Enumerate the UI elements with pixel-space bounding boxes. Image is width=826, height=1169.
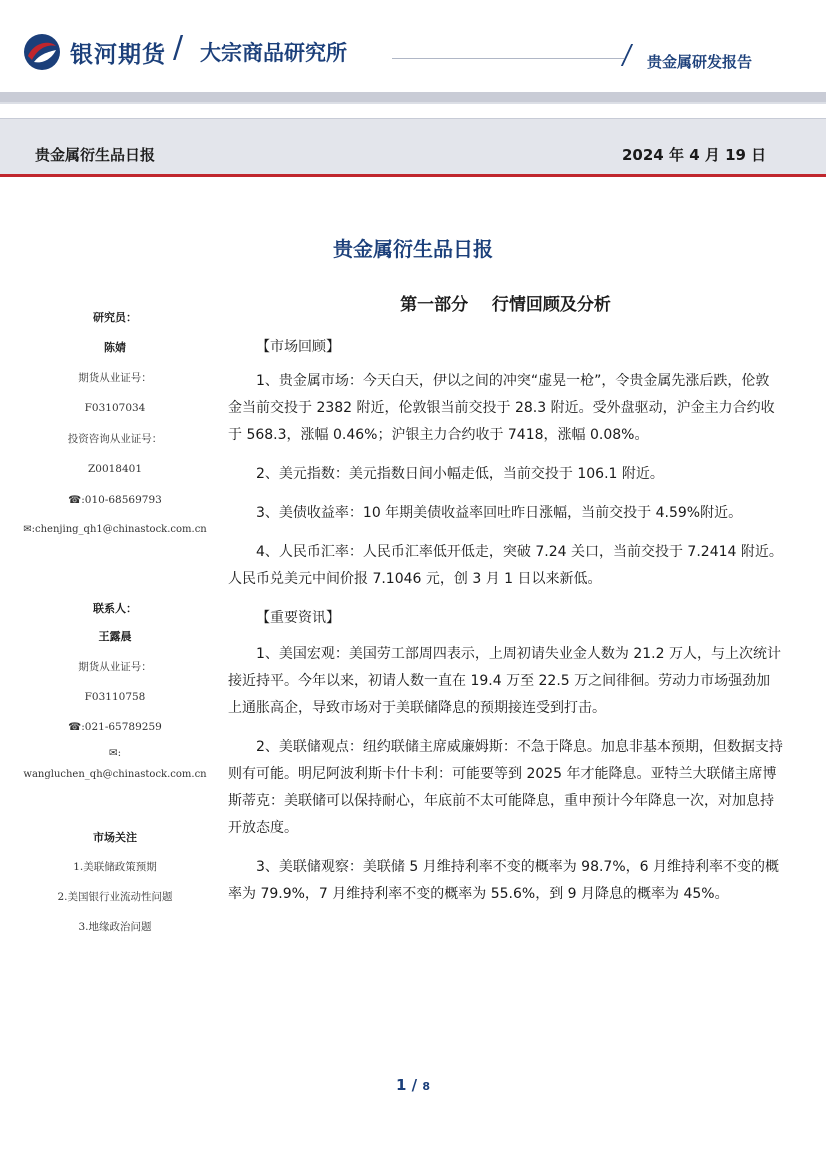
galaxy-logo-icon (22, 32, 62, 72)
advisory-cert-number: Z0018401 (87, 463, 143, 475)
researcher-heading: 研究员： (93, 311, 137, 324)
contact-heading: 联系人： (93, 602, 137, 615)
title-bar-report-name: 贵金属衍生品日报 (35, 146, 156, 164)
header-band (0, 92, 826, 104)
advisory-cert-label: 投资咨询从业证号： (67, 433, 163, 445)
market-focus-item: 2.美国银行业流动性问题 (57, 891, 173, 903)
contact-email-label: ✉: (108, 747, 122, 759)
contact-name: 王露晨 (98, 630, 132, 643)
title-bar-accent-line (0, 174, 826, 177)
page-current: 1 (395, 1076, 407, 1094)
contact-email[interactable]: wangluchen_qh@chinastock.com.cn (23, 769, 207, 780)
contact-phone: ☎:021-65789259 (68, 721, 162, 733)
researcher-email[interactable]: ✉:chenjing_qh1@chinastock.com.cn (23, 524, 207, 535)
market-review-paragraph: 3、美债收益率：10 年期美债收益率回吐昨日涨幅，当前交投于 4.59%附近。 (256, 505, 743, 521)
report-body (228, 292, 783, 908)
title-bar (0, 118, 826, 174)
header-divider-line (392, 58, 624, 59)
market-review-paragraph: 1、贵金属市场：今天白天，伊以之间的冲突“虚晃一枪”，令贵金属先涨后跌，伦敦金当前交投于 2382 附近，伦敦银当前交投于 28.3 附近。受外盘驱动，沪金主力合约收于 568.3，涨幅 0.46%；沪银主力合约收于 7418，涨幅 0.08%。 (228, 373, 775, 443)
news-paragraph: 3、美联储观察：美联储 5 月维持利率不变的概率为 98.7%，6 月维持利率不变的概率为 79.9%，7 月维持利率不变的概率为 55.6%，到 9 月降息的概率为 45%。 (228, 859, 779, 902)
futures-cert-number: F03107034 (84, 402, 146, 414)
report-header (0, 0, 826, 92)
header-divider-tick (611, 44, 633, 66)
page-title: 贵金属衍生品日报 (333, 237, 493, 261)
market-focus-item: 3.地缘政治问题 (78, 921, 152, 933)
logo-divider: / (173, 30, 184, 65)
market-focus-heading: 市场关注 (93, 831, 137, 844)
futures-cert-label: 期货从业证号： (78, 372, 152, 384)
report-type: 贵金属研发报告 (647, 53, 753, 71)
contact-cert-number: F03110758 (84, 691, 146, 703)
market-review-paragraph: 2、美元指数：美元指数日间小幅走低，当前交投于 106.1 附近。 (256, 466, 664, 482)
section-title: 第一部分 行情回顾及分析 (400, 295, 611, 315)
page-separator: / (406, 1076, 423, 1094)
author-sidebar (0, 305, 230, 942)
contact-cert-label: 期货从业证号： (78, 661, 152, 673)
page-number (0, 1076, 826, 1094)
researcher-phone: ☎:010-68569793 (68, 494, 162, 506)
news-paragraph: 1、美国宏观：美国劳工部周四表示，上周初请失业金人数为 21.2 万人，与上次统计接近持平。今年以来，初请人数一直在 19.4 万至 22.5 万之间徘徊。劳动力市场强劲加上通胀高企，导致市场对于美联储降息的预期接连受到打击。 (228, 646, 781, 716)
market-focus-item: 1.美联储政策预期 (73, 861, 157, 873)
company-name: 银河期货 (70, 42, 166, 68)
news-paragraph: 2、美联储观点：纽约联储主席威廉姆斯：不急于降息。加息非基本预期，但数据支持则有可能。明尼阿波利斯卡什卡利：可能要等到 2025 年才能降息。亚特兰大联储主席博斯蒂克：美联储可以保持耐心，年底前不太可能降息，重申预计今年降息一次，对加息持开放态度。 (228, 739, 783, 836)
market-review-label: 【市场回顾】 (256, 339, 340, 355)
key-news-label: 【重要资讯】 (256, 610, 340, 626)
market-review-paragraph: 4、人民币汇率：人民币汇率低开低走，突破 7.24 关口，当前交投于 7.2414 附近。人民币兑美元中间价报 7.1046 元，创 3 月 1 日以来新低。 (228, 544, 783, 587)
page-total: 8 (422, 1080, 431, 1093)
report-date: 2024 年 4 月 19 日 (622, 146, 767, 164)
institute-name: 大宗商品研究所 (200, 41, 347, 65)
researcher-name: 陈婧 (104, 341, 126, 354)
